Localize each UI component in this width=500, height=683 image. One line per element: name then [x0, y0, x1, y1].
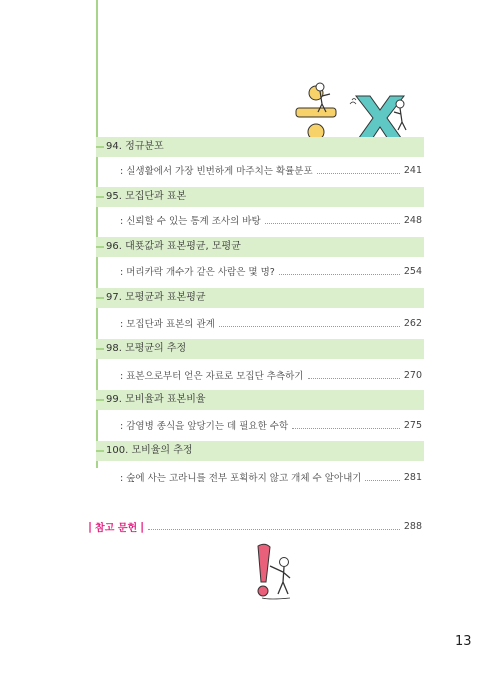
- chapter-heading[interactable]: [96, 187, 424, 207]
- chapter-connector: [96, 297, 104, 299]
- chapter-heading[interactable]: [96, 137, 424, 157]
- dot-leader: [265, 223, 400, 224]
- entry-page-number: 262: [403, 317, 422, 329]
- entry-page-number: 241: [403, 164, 422, 176]
- dot-leader: [317, 173, 400, 174]
- toc-entry[interactable]: [120, 418, 422, 432]
- page-number: 13: [455, 634, 472, 649]
- references-title: 참고 문헌: [95, 522, 138, 534]
- entry-page-number: 270: [403, 369, 422, 381]
- dot-leader: [292, 428, 400, 429]
- dot-leader: [148, 529, 400, 530]
- toc-entry[interactable]: [120, 213, 422, 227]
- chapter-connector: [96, 399, 104, 401]
- entry-description: : 모집단과 표본의 관계: [120, 319, 215, 330]
- chapter-title: 96. 대푯값과 표본평균, 모평균: [106, 241, 241, 252]
- chapter-connector: [96, 246, 104, 248]
- chapter-connector: [96, 348, 104, 350]
- references-page-number: 288: [403, 520, 422, 532]
- entry-description: : 표본으로부터 얻은 자료로 모집단 추측하기: [120, 371, 304, 382]
- toc-entry[interactable]: [120, 316, 422, 330]
- references-bar-right: |: [140, 519, 145, 533]
- references-bar-left: |: [88, 519, 93, 533]
- references-entry[interactable]: [88, 519, 422, 533]
- toc-entry[interactable]: [120, 264, 422, 278]
- dot-leader: [365, 480, 399, 481]
- chapter-heading[interactable]: [96, 288, 424, 308]
- chapter-heading[interactable]: [96, 339, 424, 359]
- chapter-title: 98. 모평균의 추정: [106, 343, 187, 354]
- entry-description: : 신뢰할 수 있는 통계 조사의 바탕: [120, 216, 261, 227]
- chapter-heading[interactable]: [96, 390, 424, 410]
- chapter-title: 97. 모평균과 표본평균: [106, 292, 206, 303]
- chapter-connector: [96, 146, 104, 148]
- entry-page-number: 248: [403, 214, 422, 226]
- chapter-heading[interactable]: [96, 441, 424, 461]
- exclamation-illustration: [248, 542, 298, 600]
- toc-entry[interactable]: [120, 163, 422, 177]
- entry-page-number: 254: [403, 265, 422, 277]
- chapter-heading[interactable]: [96, 237, 424, 257]
- toc-entry[interactable]: [120, 470, 422, 484]
- entry-description: : 실생활에서 가장 빈번하게 마주치는 확률분포: [120, 166, 313, 177]
- entry-page-number: 281: [403, 471, 422, 483]
- chapter-title: 94. 정규분포: [106, 141, 164, 152]
- chapter-title: 100. 모비율의 추정: [106, 445, 193, 456]
- dot-leader: [219, 326, 400, 327]
- entry-description: : 숲에 사는 고라니를 전부 포획하지 않고 개체 수 알아내기: [120, 473, 362, 484]
- dot-leader: [279, 274, 400, 275]
- chapter-title: 99. 모비율과 표본비율: [106, 394, 206, 405]
- dot-leader: [308, 378, 400, 379]
- chapter-title: 95. 모집단과 표본: [106, 191, 187, 202]
- toc-entry[interactable]: [120, 368, 422, 382]
- entry-description: : 머리카락 개수가 같은 사람은 몇 명?: [120, 267, 275, 278]
- entry-description: : 감염병 종식을 앞당기는 데 필요한 수학: [120, 421, 289, 432]
- chapter-connector: [96, 196, 104, 198]
- chapter-connector: [96, 450, 104, 452]
- entry-page-number: 275: [403, 419, 422, 431]
